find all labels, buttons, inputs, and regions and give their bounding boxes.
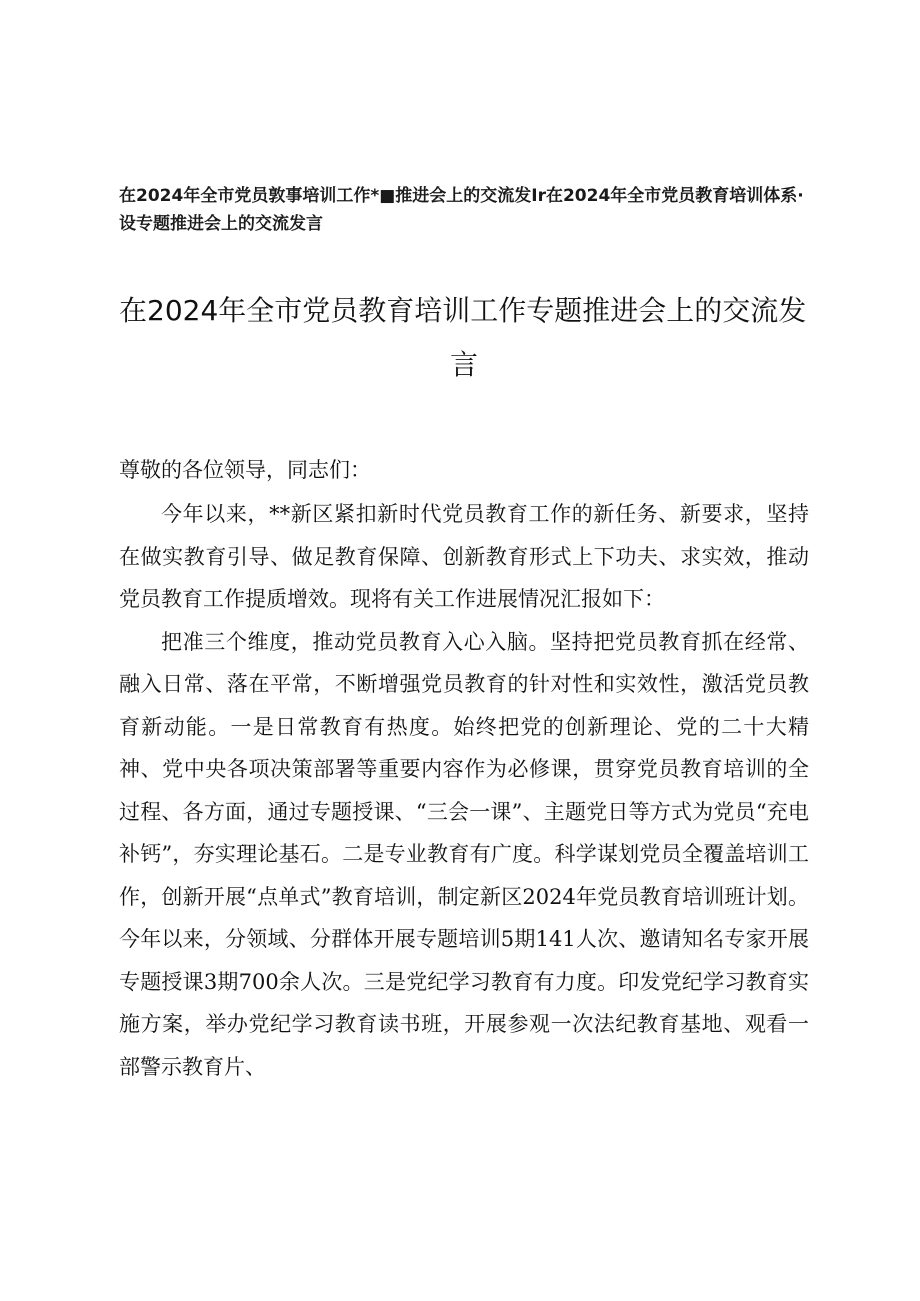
header-note: 在2024年全市党员敦事培训工作*■推进会上的交流发Ir在2024年全市党员教育培训体系·设专题推进会上的交流发言 — [119, 186, 804, 234]
salutation: 尊敬的各位领导，同志们： — [119, 458, 371, 482]
body-text — [119, 493, 809, 1088]
title-line-2: 言 — [449, 348, 478, 381]
document-title — [119, 284, 809, 392]
paragraph-intro: 今年以来，**新区紧扣新时代党员教育工作的新任务、新要求，坚持在做实教育引导、做足教育保障、创新教育形式上下功夫、求实效，推动党员教育工作提质增效。现将有关工作进展情况汇报如下： — [119, 502, 809, 611]
title-line-1: 在2024年全市党员教育培训工作专题推进会上的交流发 — [119, 294, 807, 327]
paragraph-dimensions: 把准三个维度，推动党员教育入心入脑。坚持把党员教育抓在经常、融入日常、落在平常，不断增强党员教育的针对性和实效性，激活党员教育新动能。一是日常教育有热度。始终把党的创新理论、党的二十大精神、党中央各项决策部署等重要内容作为必修课，贯穿党员教育培训的全过程、各方面，通过专题授课、“三会一课”、主题党日等方式为党员“充电补钙”，夯实理论基石。二是专业教育有广度。科学谋划党员全覆盖培训工作，创新开展“点单式”教育培训，制定新区2024年党员教育培训班计划。今年以来，分领域、分群体开展专题培训5期141人次、邀请知名专家开展专题授课3期700余人次。三是党纪学习教育有力度。印发党纪学习教育实施方案，举办党纪学习教育读书班，开展参观一次法纪教育基地、观看一部警示教育片、 — [119, 629, 809, 1079]
